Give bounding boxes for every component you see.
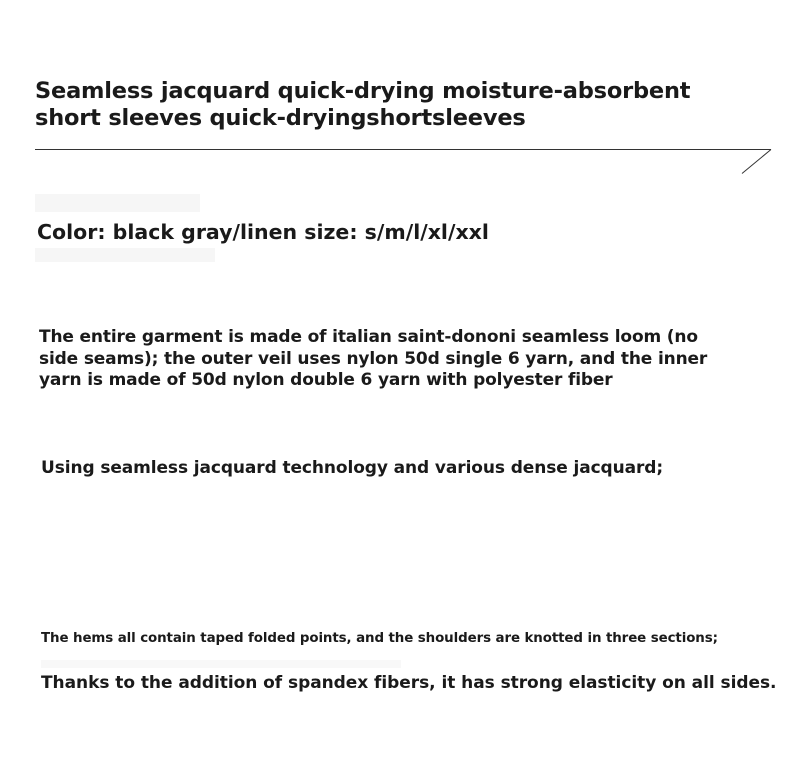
product-title-line-1: Seamless jacquard quick-drying moisture-absorbent — [35, 78, 691, 104]
divider-slash — [742, 150, 771, 174]
faint-bar-middle — [41, 660, 401, 668]
title-divider — [0, 0, 790, 200]
faint-bar-top — [35, 194, 200, 212]
color-size-spec: Color: black gray/linen size: s/m/l/xl/xxl — [37, 220, 489, 244]
product-title-line-2: short sleeves quick-dryingshortsleeves — [35, 105, 526, 131]
fabric-description: The entire garment is made of italian saint-dononi seamless loom (no side seams); the outer veil uses nylon 50d single 6 yarn, and the inner yarn is made of 50d nylon double 6 yarn with polyester fiber — [39, 327, 708, 390]
faint-bar-bottom — [35, 248, 215, 262]
hems-description: The hems all contain taped folded points, and the shoulders are knotted in three sections; — [41, 631, 718, 646]
jacquard-description: Using seamless jacquard technology and various dense jacquard; — [41, 458, 664, 478]
spandex-description: Thanks to the addition of spandex fibers, it has strong elasticity on all sides. — [41, 673, 777, 693]
